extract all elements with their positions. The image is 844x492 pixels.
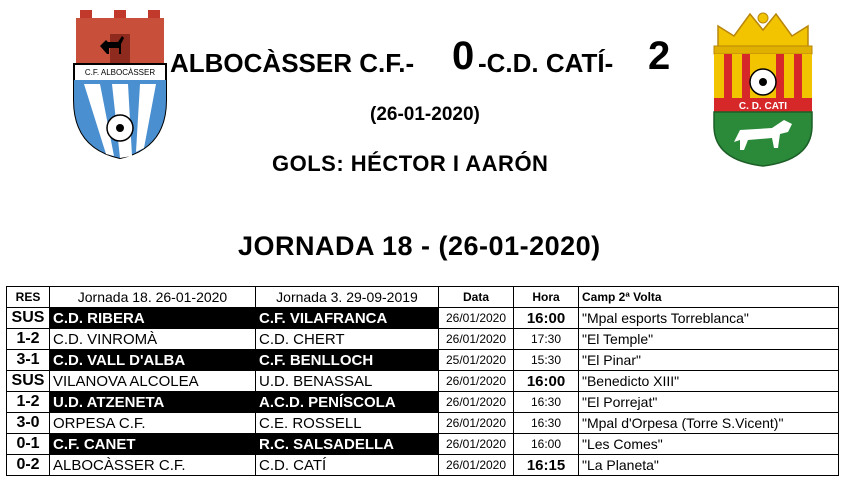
table-row xyxy=(7,350,839,371)
date-cell: 26/01/2020 xyxy=(439,434,514,455)
table-row xyxy=(7,308,839,329)
away-team-cell: C.D. CATÍ xyxy=(256,455,439,476)
time-cell: 16:00 xyxy=(514,434,579,455)
away-team-cell: C.F. VILAFRANCA xyxy=(256,308,439,329)
result-cell: 0-2 xyxy=(7,455,50,476)
home-team: ALBOCÀSSER C.F.- xyxy=(170,48,415,78)
header-date: Data xyxy=(439,287,514,308)
header-time: Hora xyxy=(514,287,579,308)
venue-cell: "El Temple" xyxy=(579,329,839,350)
result-cell: 1-2 xyxy=(7,329,50,350)
home-team-cell: C.D. RIBERA xyxy=(50,308,256,329)
away-score: 2 xyxy=(648,34,671,78)
albocasser-crest-text: C.F. ALBOCÀSSER xyxy=(84,68,156,77)
result-cell: 3-0 xyxy=(7,413,50,434)
away-team-cell: A.C.D. PENÍSCOLA xyxy=(256,392,439,413)
time-cell: 15:30 xyxy=(514,350,579,371)
time-cell: 17:30 xyxy=(514,329,579,350)
time-cell: 16:00 xyxy=(514,371,579,392)
venue-cell: "Mpal d'Orpesa (Torre S.Vicent)" xyxy=(579,413,839,434)
venue-cell: "El Porrejat" xyxy=(579,392,839,413)
goal-scorers: GOLS: HÉCTOR I AARÓN xyxy=(272,151,549,176)
header-round18: Jornada 18. 26-01-2020 xyxy=(50,287,256,308)
result-cell: SUS xyxy=(7,308,50,329)
cati-crest xyxy=(700,8,826,168)
venue-cell: "Benedicto XIII" xyxy=(579,371,839,392)
date-cell: 25/01/2020 xyxy=(439,350,514,371)
table-row xyxy=(7,413,839,434)
home-team-cell: ORPESA C.F. xyxy=(50,413,256,434)
time-cell: 16:30 xyxy=(514,413,579,434)
away-team-cell: C.F. BENLLOCH xyxy=(256,350,439,371)
header-round3: Jornada 3. 29-09-2019 xyxy=(256,287,439,308)
cati-crest-text: C. D. CATI xyxy=(738,101,788,112)
albocasser-crest xyxy=(70,8,170,160)
table-row xyxy=(7,392,839,413)
date-cell: 26/01/2020 xyxy=(439,455,514,476)
result-cell: 0-1 xyxy=(7,434,50,455)
header-venue: Camp 2ª Volta xyxy=(579,287,839,308)
home-team-cell: C.D. VINROMÀ xyxy=(50,329,256,350)
away-team-cell: R.C. SALSADELLA xyxy=(256,434,439,455)
round-title: JORNADA 18 - (26-01-2020) xyxy=(238,231,601,261)
home-team-cell: U.D. ATZENETA xyxy=(50,392,256,413)
table-row xyxy=(7,371,839,392)
home-team-cell: ALBOCÀSSER C.F. xyxy=(50,455,256,476)
away-team-cell: C.E. ROSSELL xyxy=(256,413,439,434)
home-team-cell: VILANOVA ALCOLEA xyxy=(50,371,256,392)
table-row xyxy=(7,455,839,476)
result-cell: 3-1 xyxy=(7,350,50,371)
date-cell: 26/01/2020 xyxy=(439,392,514,413)
date-cell: 26/01/2020 xyxy=(439,329,514,350)
result-cell: SUS xyxy=(7,371,50,392)
date-cell: 26/01/2020 xyxy=(439,308,514,329)
fixtures-table xyxy=(6,286,839,476)
venue-cell: "El Pinar" xyxy=(579,350,839,371)
away-team: -C.D. CATÍ- xyxy=(478,48,614,78)
venue-cell: "La Planeta" xyxy=(579,455,839,476)
away-team-cell: U.D. BENASSAL xyxy=(256,371,439,392)
home-team-cell: C.D. VALL D'ALBA xyxy=(50,350,256,371)
time-cell: 16:30 xyxy=(514,392,579,413)
away-team-cell: C.D. CHERT xyxy=(256,329,439,350)
home-score: 0 xyxy=(452,34,475,78)
match-headline xyxy=(170,34,710,88)
date-cell: 26/01/2020 xyxy=(439,413,514,434)
time-cell: 16:15 xyxy=(514,455,579,476)
time-cell: 16:00 xyxy=(514,308,579,329)
header-res: RES xyxy=(7,287,50,308)
table-row xyxy=(7,329,839,350)
table-header-row xyxy=(7,287,839,308)
venue-cell: "Mpal esports Torreblanca" xyxy=(579,308,839,329)
result-cell: 1-2 xyxy=(7,392,50,413)
table-row xyxy=(7,434,839,455)
venue-cell: "Les Comes" xyxy=(579,434,839,455)
match-date: (26-01-2020) xyxy=(370,104,480,125)
date-cell: 26/01/2020 xyxy=(439,371,514,392)
home-team-cell: C.F. CANET xyxy=(50,434,256,455)
